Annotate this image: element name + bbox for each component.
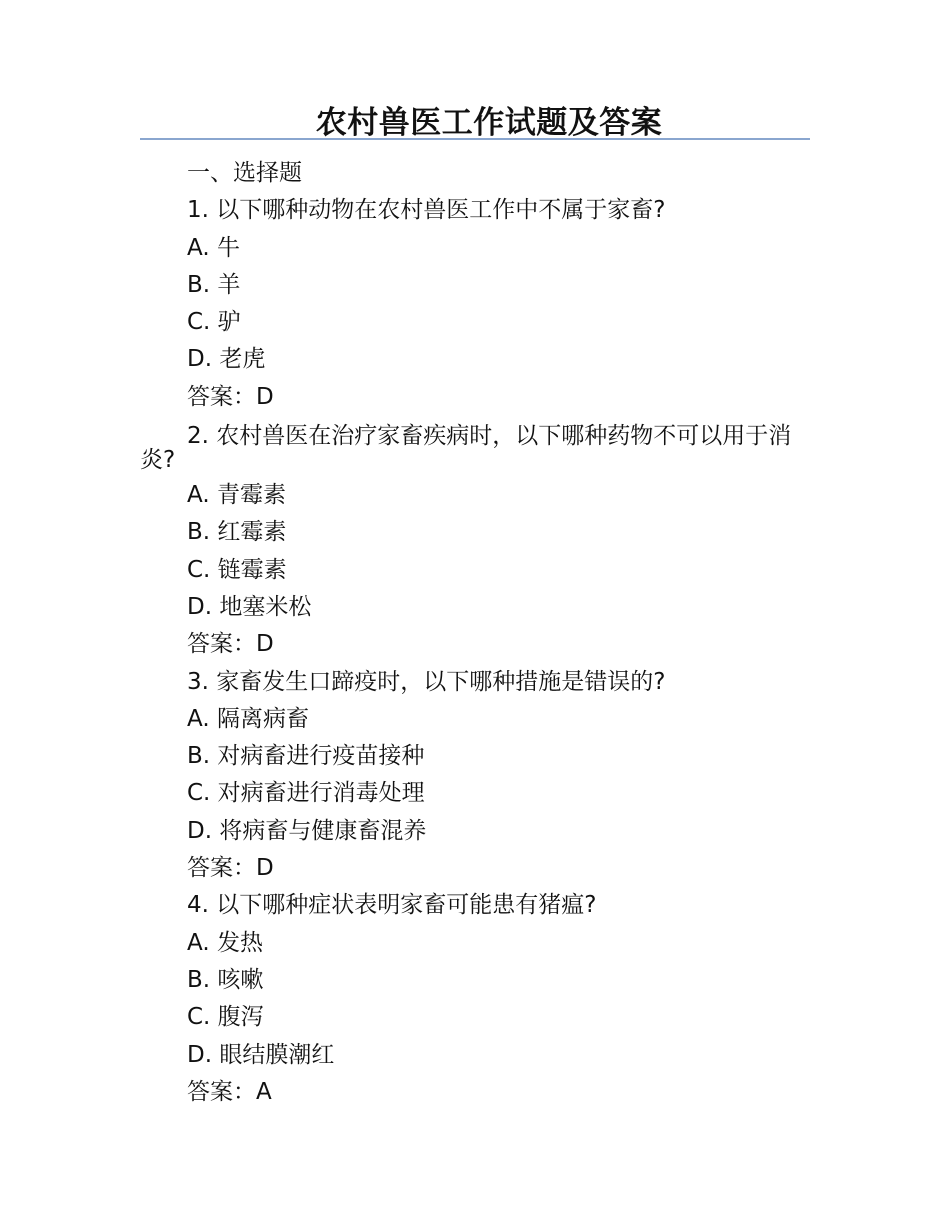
document-body [140, 155, 810, 1111]
answer-text: 答案：D [187, 631, 274, 658]
option-a: A. 青霉素 [187, 482, 286, 509]
option-c: C. 对病畜进行消毒处理 [187, 780, 425, 807]
answer-text: 答案：D [187, 383, 274, 410]
answer-text: 答案：D [187, 855, 274, 882]
option-a: A. 隔离病畜 [187, 705, 309, 732]
section-heading: 一、选择题 [187, 160, 302, 186]
option-d: D. 将病畜与健康畜混养 [187, 817, 427, 844]
option-b: B. 羊 [187, 271, 241, 298]
question-text: 3. 家畜发生口蹄疫时，以下哪种措施是错误的? [187, 668, 666, 695]
option-b: B. 咳嗽 [187, 966, 264, 993]
title-underline [140, 138, 810, 140]
option-a: A. 发热 [187, 929, 263, 956]
option-b: B. 对病畜进行疫苗接种 [187, 743, 425, 770]
option-c: C. 链霉素 [187, 556, 287, 583]
option-c: C. 腹泻 [187, 1004, 264, 1031]
question-text: 4. 以下哪种症状表明家畜可能患有猪瘟? [187, 892, 597, 919]
option-d: D. 老虎 [187, 346, 266, 373]
document-title: 农村兽医工作试题及答案 [315, 105, 663, 141]
question-text: 1. 以下哪种动物在农村兽医工作中不属于家畜? [187, 197, 666, 224]
option-d: D. 地塞米松 [187, 593, 312, 620]
option-a: A. 牛 [187, 234, 240, 261]
answer-text: 答案：A [187, 1078, 272, 1105]
option-c: C. 驴 [187, 309, 241, 336]
option-b: B. 红霉素 [187, 519, 287, 546]
question-text: 2. 农村兽医在治疗家畜疾病时，以下哪种药物不可以用于消炎? [140, 423, 792, 474]
option-d: D. 眼结膜潮红 [187, 1041, 335, 1068]
